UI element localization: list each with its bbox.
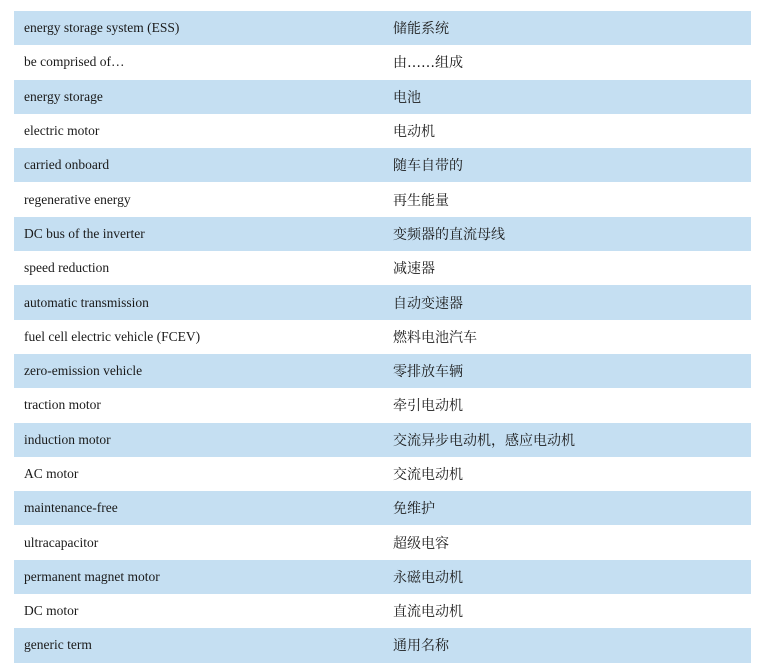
chinese-term: 随车自带的: [393, 158, 463, 175]
chinese-term: 储能系统: [393, 21, 449, 38]
glossary-row: [14, 560, 751, 594]
chinese-term: 直流电动机: [393, 604, 463, 621]
english-term: traction motor: [24, 397, 101, 413]
chinese-term: 减速器: [393, 261, 435, 278]
english-term: automatic transmission: [24, 294, 149, 310]
glossary-row: [14, 525, 751, 559]
glossary-row: [14, 594, 751, 628]
glossary-row: [14, 285, 751, 319]
glossary-row: [14, 148, 751, 182]
glossary-row: [14, 457, 751, 491]
glossary-row: [14, 80, 751, 114]
chinese-term: 免维护: [393, 501, 435, 518]
english-term: DC bus of the inverter: [24, 225, 145, 241]
chinese-term: 零排放车辆: [393, 364, 463, 381]
english-term: DC motor: [24, 603, 79, 619]
glossary-row: [14, 320, 751, 354]
english-term: fuel cell electric vehicle (FCEV): [24, 328, 201, 344]
english-term: carried onboard: [24, 157, 110, 173]
chinese-term: 永磁电动机: [393, 569, 463, 586]
glossary-table: [14, 11, 751, 663]
glossary-row: [14, 628, 751, 662]
glossary-row: [14, 45, 751, 79]
english-term: maintenance-free: [24, 500, 118, 516]
glossary-row: [14, 354, 751, 388]
chinese-term: 自动变速器: [393, 295, 463, 312]
english-term: generic term: [24, 637, 92, 653]
english-term: regenerative energy: [24, 191, 131, 207]
glossary-row: [14, 423, 751, 457]
glossary-row: [14, 11, 751, 45]
glossary-row: [14, 491, 751, 525]
chinese-term: 变频器的直流母线: [393, 226, 505, 243]
english-term: zero-emission vehicle: [24, 363, 143, 379]
glossary-row: [14, 114, 751, 148]
glossary-row: [14, 182, 751, 216]
glossary-row: [14, 217, 751, 251]
chinese-term: 牵引电动机: [393, 398, 463, 415]
chinese-term: 电池: [393, 89, 421, 106]
chinese-term: 再生能量: [393, 192, 449, 209]
chinese-term: 交流异步电动机，感应电动机: [393, 432, 575, 449]
glossary-row: [14, 388, 751, 422]
chinese-term: 超级电容: [393, 535, 449, 552]
english-term: energy storage system (ESS): [24, 20, 180, 36]
english-term: be comprised of…: [24, 54, 125, 70]
english-term: ultracapacitor: [24, 534, 99, 550]
english-term: permanent magnet motor: [24, 568, 160, 584]
chinese-term: 交流电动机: [393, 467, 463, 483]
english-term: electric motor: [24, 123, 100, 139]
english-term: energy storage: [24, 88, 103, 104]
english-term: AC motor: [24, 466, 79, 481]
english-term: speed reduction: [24, 260, 110, 276]
chinese-term: 通用名称: [393, 638, 449, 655]
glossary-row: [14, 251, 751, 285]
english-term: induction motor: [24, 431, 111, 447]
chinese-term: 由……组成: [393, 55, 463, 72]
chinese-term: 电动机: [393, 124, 435, 141]
chinese-term: 燃料电池汽车: [393, 329, 477, 346]
